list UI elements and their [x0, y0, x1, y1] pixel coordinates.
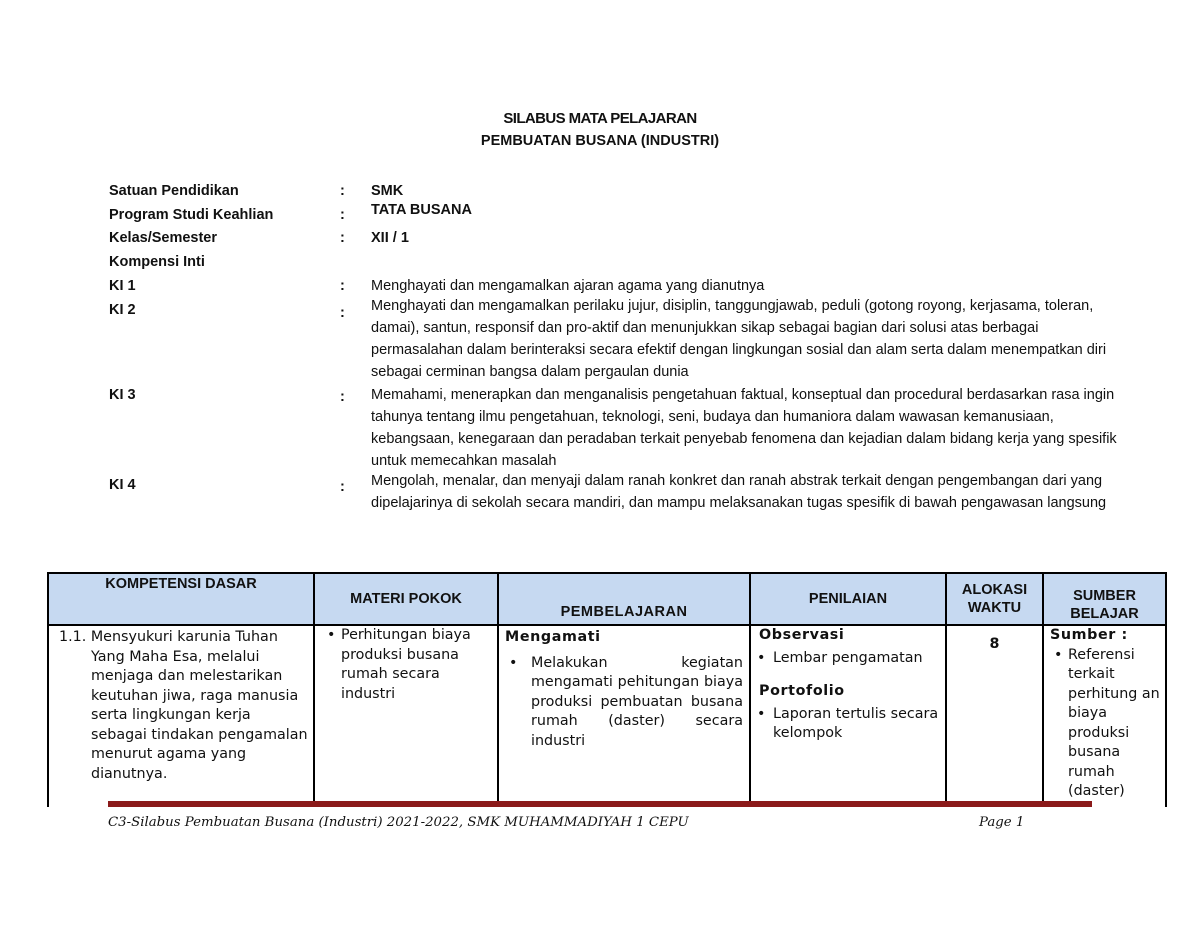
sumber-heading: Sumber :: [1050, 627, 1128, 643]
cell-pembelajaran: [498, 625, 750, 807]
ki4-colon: :: [340, 479, 345, 495]
ki4-text: Mengolah, menalar, dan menyaji dalam ranah konkret dan ranah abstrak terkait dengan pengembangan dari yang dipelajarinya di sekolah secara mandiri, dan mampu melaksanakan tugas spesifik di bawah pengawasan langsung: [371, 473, 1107, 511]
ki1-colon: :: [340, 278, 345, 294]
ki2-colon: :: [340, 305, 345, 321]
info-satuan-label: Satuan Pendidikan: [109, 183, 239, 199]
ki1-label: KI 1: [109, 278, 136, 294]
materi-item: • Perhitungan biaya produksi busana rumah secara industri: [323, 626, 491, 704]
ki2-label: KI 2: [109, 302, 136, 318]
kd-number: 1.1.: [59, 629, 87, 645]
cell-penilaian: [750, 625, 946, 807]
ki3-text: Memahami, menerapkan dan menganalisis pengetahuan faktual, konseptual dan procedural berdasarkan rasa ingin tahunya tentang ilmu pengetahuan, teknologi, seni, budaya dan humaniora dalam wawasan kemanusiaan, kebangsaan, kenegaraan dan peradaban terkait penyebab fenomena dan kejadian dalam bidang kerja yang spesifik untuk memecahkan masalah: [371, 387, 1117, 469]
info-program-label: Program Studi Keahlian: [109, 207, 274, 223]
header-alokasi-waktu: ALOKASI WAKTU: [946, 573, 1043, 625]
table-header-row: [48, 573, 1166, 625]
table-row: [48, 625, 1166, 807]
info-satuan-colon: :: [340, 183, 345, 199]
cell-sumber-belajar: [1043, 625, 1166, 807]
kd-item: [55, 628, 309, 784]
pembelajaran-heading: Mengamati: [505, 629, 601, 645]
ki3-colon: :: [340, 389, 345, 405]
cell-materi-pokok: [314, 625, 498, 807]
ki1-text: Menghayati dan mengamalkan ajaran agama yang dianutnya: [371, 278, 765, 294]
document-title: SILABUS MATA PELAJARAN: [503, 110, 697, 127]
pembelajaran-item: • Melakukan kegiatan mengamati pehitungan biaya produksi pembuatan busana rumah (daster) secara industri: [505, 654, 743, 752]
ki4-label: KI 4: [109, 477, 136, 493]
sumber-item: • Referensi terkait perhitung an biaya produksi busana rumah (daster): [1050, 646, 1161, 802]
info-kelas-colon: :: [340, 230, 345, 246]
cell-alokasi-waktu: 8: [946, 625, 1043, 807]
info-kelas-label: Kelas/Semester: [109, 230, 218, 246]
header-penilaian: PENILAIAN: [750, 573, 946, 625]
header-sumber-belajar: SUMBER BELAJAR: [1043, 573, 1166, 625]
info-program-value: TATA BUSANA: [371, 202, 472, 218]
syllabus-table: [47, 572, 1167, 807]
penilaian-item-lembar: • Lembar pengamatan: [753, 649, 941, 669]
document-subtitle: PEMBUATAN BUSANA (INDUSTRI): [480, 133, 720, 149]
header-materi-pokok: MATERI POKOK: [314, 573, 498, 625]
ki2-text: Menghayati dan mengamalkan perilaku jujur, disiplin, tanggungjawab, peduli (gotong royong, kerjasama, toleran, damai), santun, responsif dan pro-aktif dan menunjukkan sikap sebagai bagian dari solusi atas berbagai permasalahan dalam berinteraksi secara efektif dengan lingkungan sosial dan alam serta dalam menempatkan diri sebagai cerminan bangsa dalam pergaulan dunia: [371, 298, 1107, 380]
info-kelas-value: XII / 1: [371, 230, 409, 246]
header-kompetensi-dasar: KOMPETENSI DASAR: [48, 573, 314, 625]
info-satuan-value: SMK: [371, 183, 404, 199]
footer-rule: [108, 801, 1092, 807]
ki3-label: KI 3: [109, 387, 136, 403]
cell-kompetensi-dasar: [48, 625, 314, 807]
header-pembelajaran: PEMBELAJARAN: [498, 573, 750, 625]
info-program-colon: :: [340, 207, 345, 223]
footer-page-number: Page 1: [979, 815, 1025, 830]
kd-text: Mensyukuri karunia Tuhan Yang Maha Esa, melalui menjaga dan melestarikan keutuhan jiwa, raga manusia serta lingkungan kerja sebagai tindakan pengamalan menurut agama yang dianutnya.: [90, 629, 308, 782]
penilaian-heading-portofolio: Portofolio: [759, 683, 845, 699]
footer-text: C3-Silabus Pembuatan Busana (Industri) 2021-2022, SMK MUHAMMADIYAH 1 CEPU: [108, 815, 689, 830]
info-kompetensi-label: Kompensi Inti: [109, 254, 205, 270]
penilaian-item-laporan: • Laporan tertulis secara kelompok: [753, 705, 941, 744]
penilaian-heading-observasi: Observasi: [759, 627, 845, 643]
